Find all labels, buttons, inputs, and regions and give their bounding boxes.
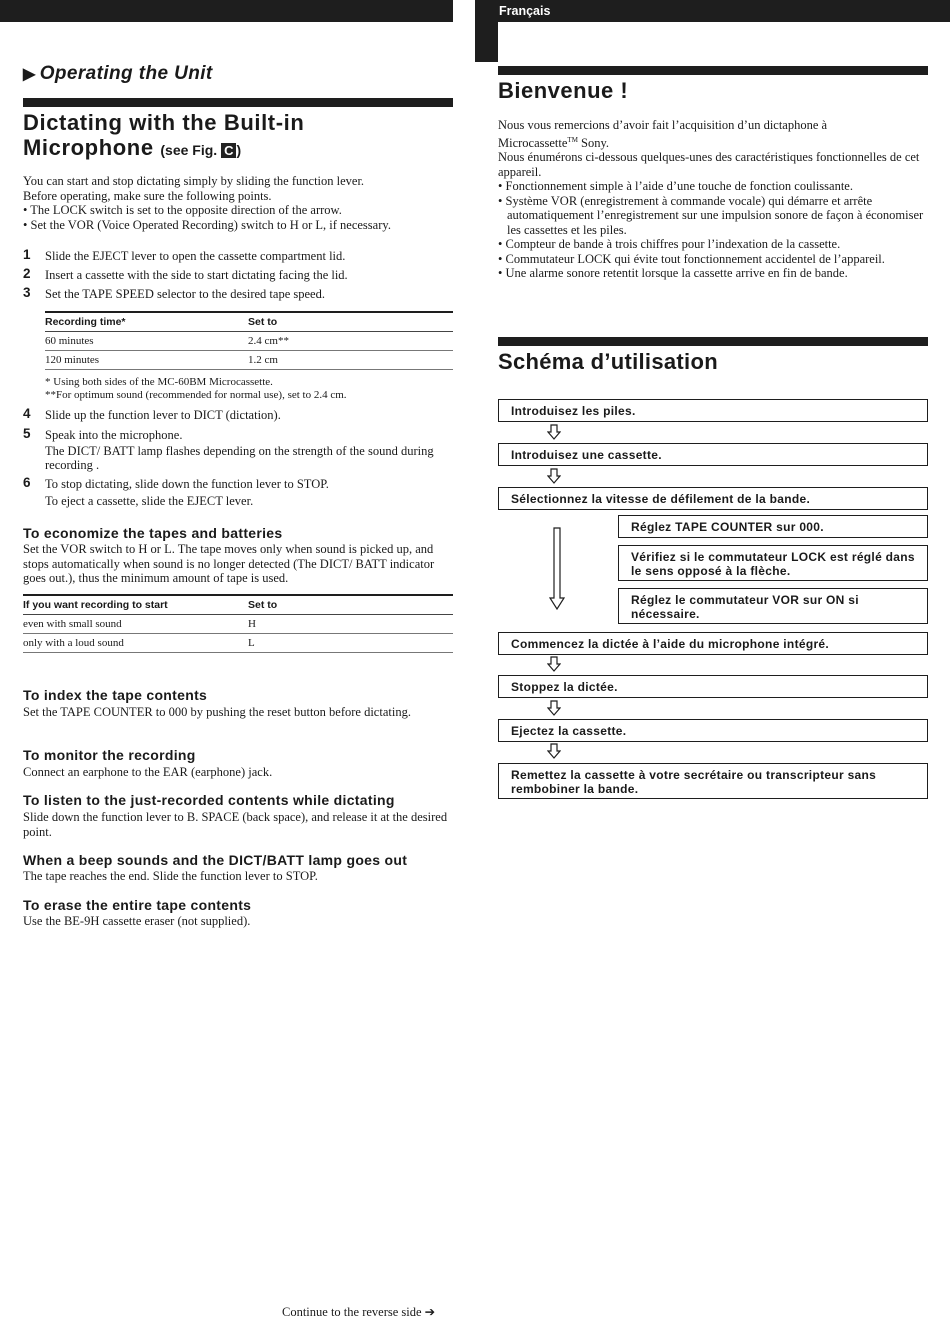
fig-letter-badge: C bbox=[221, 143, 236, 158]
intro-line: Before operating, make sure the following points. bbox=[23, 188, 272, 203]
figure-reference bbox=[160, 142, 241, 158]
economize-heading: To economize the tapes and batteries bbox=[23, 525, 283, 541]
index-heading: To index the tape contents bbox=[23, 687, 208, 703]
table-cell: even with small sound bbox=[23, 615, 248, 634]
step-text: To eject a cassette, slide the EJECT lever. bbox=[45, 493, 254, 508]
flow-step: Introduisez une cassette. bbox=[498, 443, 928, 466]
flow-substep: Réglez TAPE COUNTER sur 000. bbox=[618, 515, 928, 538]
title-rule bbox=[23, 98, 453, 107]
bienvenue-line: Nous vous remercions d’avoir fait l’acquisition d’un dictaphone à bbox=[498, 118, 828, 132]
feature-bullet: • Système VOR (enregistrement à commande vocale) qui démarre et arrête automatiquement l’enregistrement sur une impulsion sonore de façon à économiser les cassettes et les piles. bbox=[498, 193, 924, 237]
step-number: 1 bbox=[23, 247, 31, 262]
brand-text: Microcassette bbox=[498, 135, 568, 150]
step-text: Speak into the microphone. bbox=[45, 428, 183, 442]
flow-step: Remettez la cassette à votre secrétaire ou transcripteur sans rembobiner la bande. bbox=[498, 763, 928, 799]
flow-step: Commencez la dictée à l’aide du microphone intégré. bbox=[498, 632, 928, 655]
flow-substep: Vérifiez si le commutateur LOCK est réglé dans le sens opposé à la flèche. bbox=[618, 545, 928, 581]
step-text: To stop dictating, slide down the function lever to STOP. bbox=[45, 477, 329, 491]
bienvenue-title: Bienvenue ! bbox=[498, 78, 629, 103]
table-row bbox=[45, 351, 453, 370]
table-header-row bbox=[23, 595, 453, 615]
step-number: 6 bbox=[23, 475, 31, 490]
erase-heading: To erase the entire tape contents bbox=[23, 897, 252, 913]
down-arrow-icon bbox=[547, 656, 561, 672]
beep-body: The tape reaches the end. Slide the function lever to STOP. bbox=[23, 869, 318, 883]
flow-step: Ejectez la cassette. bbox=[498, 719, 928, 742]
feature-bullet: • Une alarme sonore retentit lorsque la cassette arrive en fin de bande. bbox=[498, 266, 848, 281]
continue-note bbox=[282, 1304, 435, 1320]
bienvenue-line: Nous énumérons ci-dessous quelques-unes des caractéristiques fonctionnelles de cet appareil. bbox=[498, 150, 920, 179]
fig-prefix: (see Fig. bbox=[160, 142, 222, 158]
step-text: Set the TAPE SPEED selector to the desired tape speed. bbox=[45, 287, 325, 301]
step-number: 4 bbox=[23, 406, 31, 421]
arrow-right-icon: ➔ bbox=[424, 1305, 436, 1319]
feature-bullet: • Fonctionnement simple à l’aide d’une touche de fonction coulissante. bbox=[498, 179, 853, 194]
continue-text: Continue to the reverse side bbox=[282, 1305, 422, 1319]
feature-bullet: • Commutateur LOCK qui évite tout fonctionnement accidentel de l’appareil. bbox=[498, 251, 885, 266]
table-row bbox=[23, 615, 453, 634]
step-2 bbox=[23, 268, 453, 283]
table-cell: 120 minutes bbox=[45, 351, 248, 370]
flow-step: Sélectionnez la vitesse de défilement de la bande. bbox=[498, 487, 928, 510]
section-marker bbox=[23, 63, 213, 85]
step-4 bbox=[23, 408, 453, 423]
step-text: Slide up the function lever to DICT (dictation). bbox=[45, 408, 281, 422]
footnotes bbox=[45, 376, 453, 402]
step-number: 2 bbox=[23, 266, 31, 281]
left-header-bar bbox=[0, 0, 453, 22]
step-1 bbox=[23, 249, 453, 264]
language-tab bbox=[475, 22, 498, 62]
vor-table bbox=[23, 594, 453, 653]
down-arrow-icon bbox=[547, 700, 561, 716]
down-arrow-icon bbox=[547, 468, 561, 484]
trademark-mark: TM bbox=[567, 135, 578, 144]
bienvenue-body bbox=[498, 118, 928, 281]
footnote: * Using both sides of the MC-60BM Microcassette. bbox=[45, 376, 273, 388]
economize-body: Set the VOR switch to H or L. The tape moves only when sound is picked up, and stops automatically when sound is no longer detected (The DICT/ BATT indicator goes out.), thus the minimum amount of tape is used. bbox=[23, 542, 435, 585]
flow-substep: Réglez le commutateur VOR sur ON si nécessaire. bbox=[618, 588, 928, 624]
table-header: If you want recording to start bbox=[23, 595, 248, 615]
step-3 bbox=[23, 287, 453, 302]
triangle-icon: ▶ bbox=[23, 66, 36, 83]
intro-bullet: • Set the VOR (Voice Operated Recording) switch to H or L, if necessary. bbox=[23, 217, 391, 232]
fig-suffix: ) bbox=[236, 142, 242, 158]
section-marker-text: Operating the Unit bbox=[39, 63, 213, 84]
step-5 bbox=[23, 428, 453, 473]
title-line-2: Microphone bbox=[23, 135, 154, 160]
step-number: 3 bbox=[23, 285, 31, 300]
table-header: Set to bbox=[248, 595, 453, 615]
flow-step: Stoppez la dictée. bbox=[498, 675, 928, 698]
step-text: Slide the EJECT lever to open the cassette compartment lid. bbox=[45, 249, 346, 263]
intro-line: You can start and stop dictating simply by sliding the function lever. bbox=[23, 174, 365, 188]
feature-bullet: • Compteur de bande à trois chiffres pour l’indexation de la cassette. bbox=[498, 237, 841, 252]
step-text: Insert a cassette with the side to start dictating facing the lid. bbox=[45, 268, 348, 282]
monitor-body: Connect an earphone to the EAR (earphone) jack. bbox=[23, 765, 273, 779]
table-header: Set to bbox=[248, 312, 453, 332]
table-cell: H bbox=[248, 615, 453, 634]
bienvenue-rule bbox=[498, 66, 928, 75]
table-row bbox=[23, 634, 453, 653]
down-arrow-icon bbox=[547, 424, 561, 440]
beep-heading: When a beep sounds and the DICT/BATT lamp goes out bbox=[23, 852, 408, 868]
flow-step: Introduisez les piles. bbox=[498, 399, 928, 422]
page-title bbox=[23, 110, 453, 163]
schema-rule bbox=[498, 337, 928, 346]
step-number: 5 bbox=[23, 426, 31, 441]
monitor-heading: To monitor the recording bbox=[23, 747, 196, 763]
footnote: **For optimum sound (recommended for normal use), set to 2.4 cm. bbox=[45, 389, 347, 401]
language-label: Français bbox=[499, 4, 551, 18]
table-header: Recording time* bbox=[45, 312, 248, 332]
long-down-arrow-icon bbox=[548, 527, 566, 611]
table-cell: 2.4 cm** bbox=[248, 332, 453, 351]
table-cell: 1.2 cm bbox=[248, 351, 453, 370]
tape-speed-table bbox=[45, 311, 453, 370]
intro-bullet: • The LOCK switch is set to the opposite direction of the arrow. bbox=[23, 203, 342, 217]
erase-body: Use the BE-9H cassette eraser (not supplied). bbox=[23, 914, 251, 928]
step-6 bbox=[23, 477, 453, 508]
step-text: The DICT/ BATT lamp flashes depending on the strength of the sound during recording . bbox=[45, 443, 434, 472]
listen-body: Slide down the function lever to B. SPACE (back space), and release it at the desired point. bbox=[23, 810, 448, 839]
index-body: Set the TAPE COUNTER to 000 by pushing the reset button before dictating. bbox=[23, 705, 411, 719]
table-cell: 60 minutes bbox=[45, 332, 248, 351]
down-arrow-icon bbox=[547, 743, 561, 759]
bienvenue-line bbox=[498, 133, 928, 151]
table-row bbox=[45, 332, 453, 351]
schema-title: Schéma d’utilisation bbox=[498, 349, 718, 374]
listen-heading: To listen to the just-recorded contents while dictating bbox=[23, 792, 395, 808]
title-line-1: Dictating with the Built-in bbox=[23, 110, 305, 135]
table-cell: L bbox=[248, 634, 453, 653]
brand-suffix: Sony. bbox=[577, 135, 610, 150]
table-cell: only with a loud sound bbox=[23, 634, 248, 653]
intro-paragraph bbox=[23, 174, 453, 232]
table-header-row bbox=[45, 312, 453, 332]
